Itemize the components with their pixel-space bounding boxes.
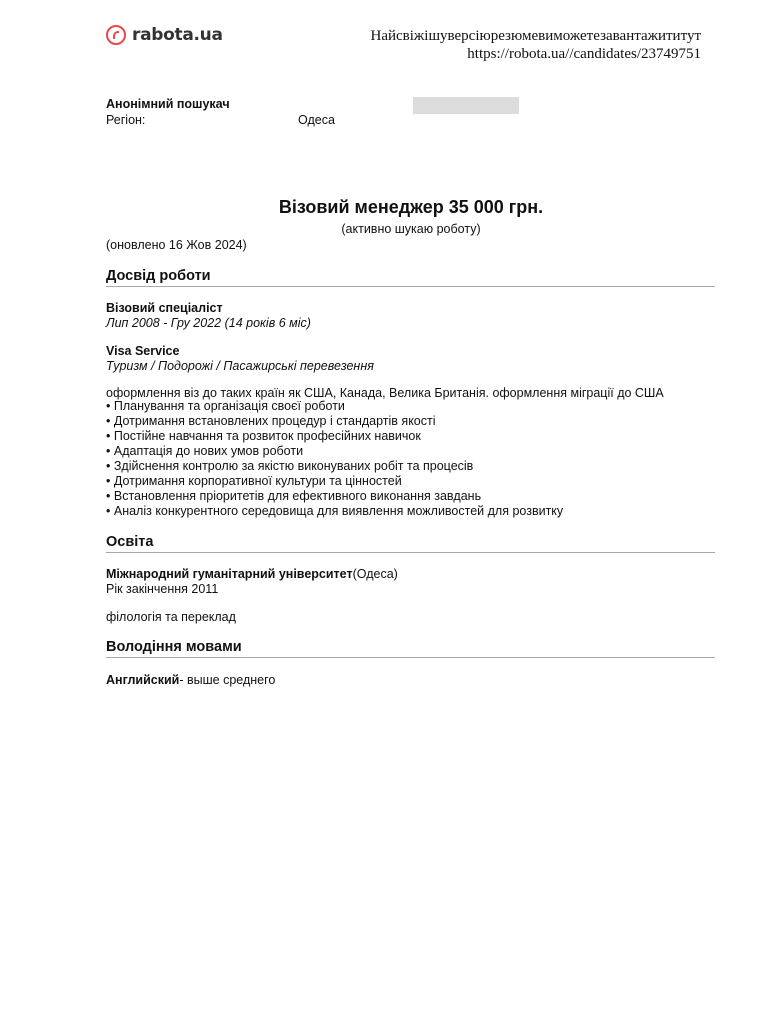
resume-url[interactable]: https://robota.ua//candidates/23749751 bbox=[467, 46, 701, 62]
experience-company: Visa Service bbox=[106, 344, 180, 358]
experience-period: Лип 2008 - Гру 2022 (14 років 6 міс) bbox=[106, 316, 311, 330]
education-heading: Освіта bbox=[106, 534, 715, 553]
language-name: Английский bbox=[106, 673, 180, 687]
logo bbox=[106, 25, 223, 45]
languages-heading: Володіння мовами bbox=[106, 639, 715, 658]
language-line bbox=[106, 673, 275, 688]
logo-text: rabota.ua bbox=[132, 25, 223, 45]
download-note: Найсвіжішуверсіюрезюмевиможетезавантажититут bbox=[370, 28, 701, 44]
list-item: • Встановлення пріоритетів для ефективного виконання завдань bbox=[106, 489, 563, 504]
list-item: • Аналіз конкурентного середовища для виявлення можливостей для розвитку bbox=[106, 504, 563, 519]
experience-heading: Досвід роботи bbox=[106, 268, 715, 287]
candidate-name: Анонімний пошукач bbox=[106, 97, 230, 111]
list-item: • Здійснення контролю за якістю виконуваних робіт та процесів bbox=[106, 459, 563, 474]
experience-description: оформлення віз до таких країн як США, Канада, Велика Британія. оформлення міграції до США bbox=[106, 386, 664, 400]
education-institution: Міжнародний гуманітарний університет bbox=[106, 567, 353, 581]
list-item: • Дотримання встановлених процедур і стандартів якості bbox=[106, 414, 563, 429]
job-status: (активно шукаю роботу) bbox=[341, 222, 481, 236]
region-value: Одеса bbox=[298, 113, 335, 127]
list-item: • Адаптація до нових умов роботи bbox=[106, 444, 563, 459]
education-institution-line bbox=[106, 567, 398, 582]
language-level: - выше среднего bbox=[179, 673, 276, 687]
list-item: • Планування та організація своєї роботи bbox=[106, 399, 563, 414]
hidden-contact-placeholder bbox=[413, 97, 519, 114]
education-specialty: філологія та переклад bbox=[106, 610, 236, 624]
list-item: • Дотримання корпоративної культури та цінностей bbox=[106, 474, 563, 489]
region-label: Регіон: bbox=[106, 113, 146, 127]
job-title: Візовий менеджер 35 000 грн. bbox=[278, 197, 544, 217]
list-item: • Постійне навчання та розвиток професійних навичок bbox=[106, 429, 563, 444]
education-year: Рік закінчення 2011 bbox=[106, 582, 219, 596]
header-info bbox=[371, 27, 702, 63]
experience-bullets bbox=[106, 399, 563, 519]
education-city: (Одеса) bbox=[352, 567, 398, 581]
rabota-logo-icon bbox=[106, 25, 126, 45]
experience-industry: Туризм / Подорожі / Пасажирські перевезення bbox=[106, 359, 374, 373]
experience-job-title: Візовий спеціаліст bbox=[106, 301, 223, 315]
updated-date: (оновлено 16 Жов 2024) bbox=[106, 238, 247, 252]
